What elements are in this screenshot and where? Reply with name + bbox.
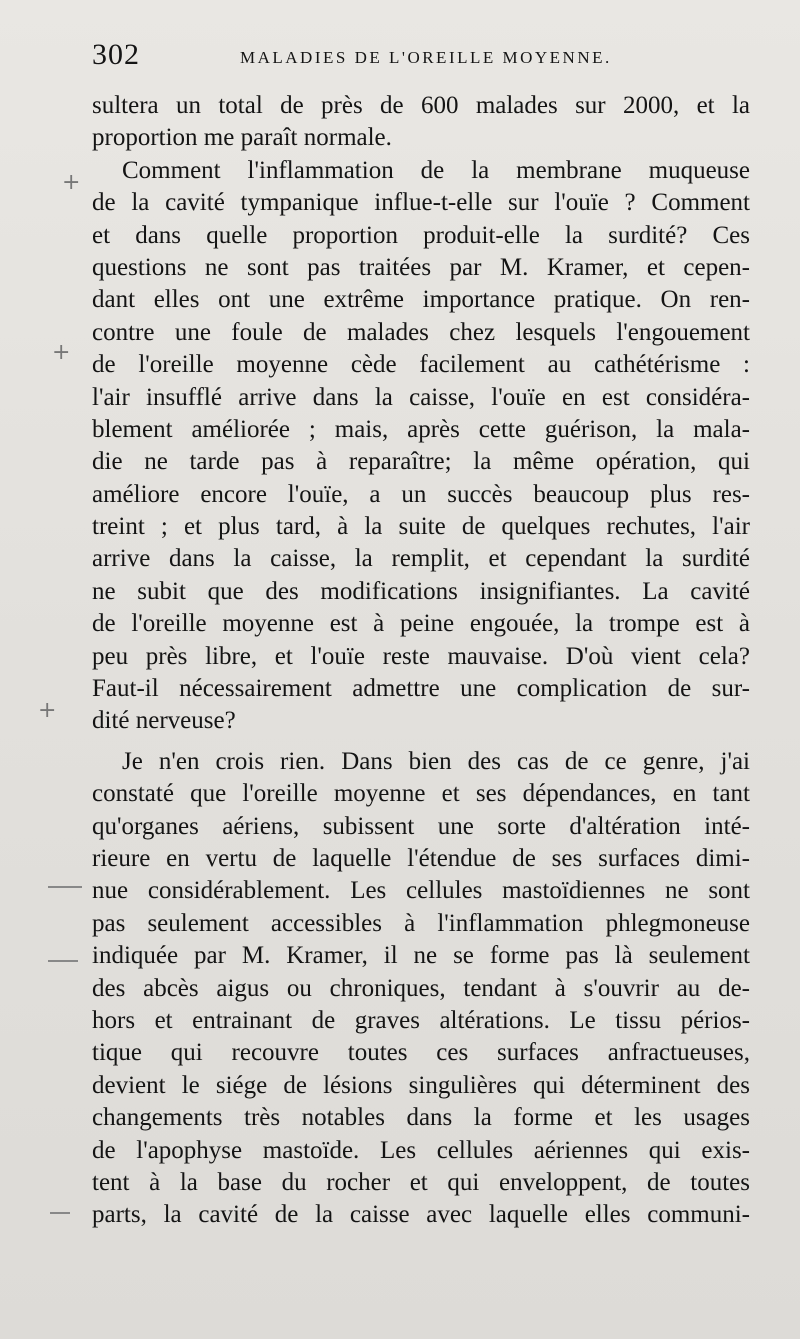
text-line: peu près libre, et l'ouïe reste mauvaise. D'où vient cela? (92, 642, 750, 670)
text-line: hors et entrainant de graves altérations. Le tissu périos- (92, 1006, 750, 1034)
text-line: l'air insufflé arrive dans la caisse, l'ouïe en est considéra- (92, 383, 750, 411)
text-line: qu'organes aériens, subissent une sorte d'altération inté- (92, 812, 750, 840)
text-line: et dans quelle proportion produit-elle la surdité? Ces (92, 221, 750, 249)
text-line: devient le siége de lésions singulières qui déterminent des (92, 1071, 750, 1099)
margin-plus-mark: + (52, 340, 71, 365)
text-line: die ne tarde pas à reparaître; la même opération, qui (92, 448, 750, 476)
paragraph (92, 155, 750, 738)
text-line: rieure en vertu de laquelle l'étendue de ses surfaces dimi- (92, 844, 750, 872)
text-line: dant elles ont une extrême importance pratique. On ren- (92, 286, 750, 314)
text-line: de la cavité tympanique influe-t-elle sur l'ouïe ? Comment (92, 189, 750, 217)
text-line: pas seulement accessibles à l'inflammation phlegmoneuse (92, 909, 750, 937)
text-line: dité nerveuse? (92, 707, 236, 735)
margin-dash-mark (48, 960, 78, 962)
text-line: contre une foule de malades chez lesquels l'engouement (92, 318, 750, 346)
margin-dash-mark (48, 886, 82, 888)
text-line: de l'oreille moyenne est à peine engouée, la trompe est à (92, 610, 750, 638)
text-line: proportion me paraît normale. (92, 124, 392, 152)
text-line: constaté que l'oreille moyenne et ses dépendances, en tant (92, 780, 750, 808)
text-line: tent à la base du rocher et qui enveloppent, de toutes (92, 1168, 750, 1196)
text-line: de l'apophyse mastoïde. Les cellules aériennes qui exis- (92, 1136, 750, 1164)
text-line: ne subit que des modifications insignifiantes. La cavité (92, 577, 750, 605)
text-line: Je n'en crois rien. Dans bien des cas de ce genre, j'ai (122, 747, 750, 775)
page-number: 302 (92, 38, 140, 71)
text-line: de l'oreille moyenne cède facilement au cathétérisme : (92, 351, 750, 379)
text-line: tique qui recouvre toutes ces surfaces anfractueuses, (92, 1039, 750, 1067)
text-line: arrive dans la caisse, la remplit, et cependant la surdité (92, 545, 750, 573)
text-line: questions ne sont pas traitées par M. Kramer, et cepen- (92, 253, 750, 281)
text-line: indiquée par M. Kramer, il ne se forme pas là seulement (92, 942, 750, 970)
text-line: Faut-il nécessairement admettre une complication de sur- (92, 675, 750, 703)
text-line: changements très notables dans la forme et les usages (92, 1104, 750, 1132)
text-line: parts, la cavité de la caisse avec laquelle elles communi- (92, 1201, 750, 1229)
text-line: nue considérablement. Les cellules mastoïdiennes ne sont (92, 877, 750, 905)
running-title: MALADIES DE L'OREILLE MOYENNE. (240, 48, 612, 67)
body-text (92, 90, 750, 1232)
text-line: Comment l'inflammation de la membrane muqueuse (122, 156, 750, 184)
paragraph (92, 90, 750, 155)
text-line: blement améliorée ; mais, après cette guérison, la mala- (92, 415, 750, 443)
text-line: des abcès aigus ou chroniques, tendant à s'ouvrir au de- (92, 974, 750, 1002)
margin-plus-mark: + (38, 698, 57, 723)
paragraph (92, 746, 750, 1232)
margin-plus-mark: + (62, 170, 81, 195)
text-line: améliore encore l'ouïe, a un succès beaucoup plus res- (92, 480, 750, 508)
page-header (92, 38, 722, 78)
text-line: sultera un total de près de 600 malades sur 2000, et la (92, 92, 750, 119)
margin-dash-mark (50, 1212, 70, 1214)
paragraph-gap (92, 738, 750, 746)
text-line: treint ; et plus tard, à la suite de quelques rechutes, l'air (92, 513, 750, 541)
